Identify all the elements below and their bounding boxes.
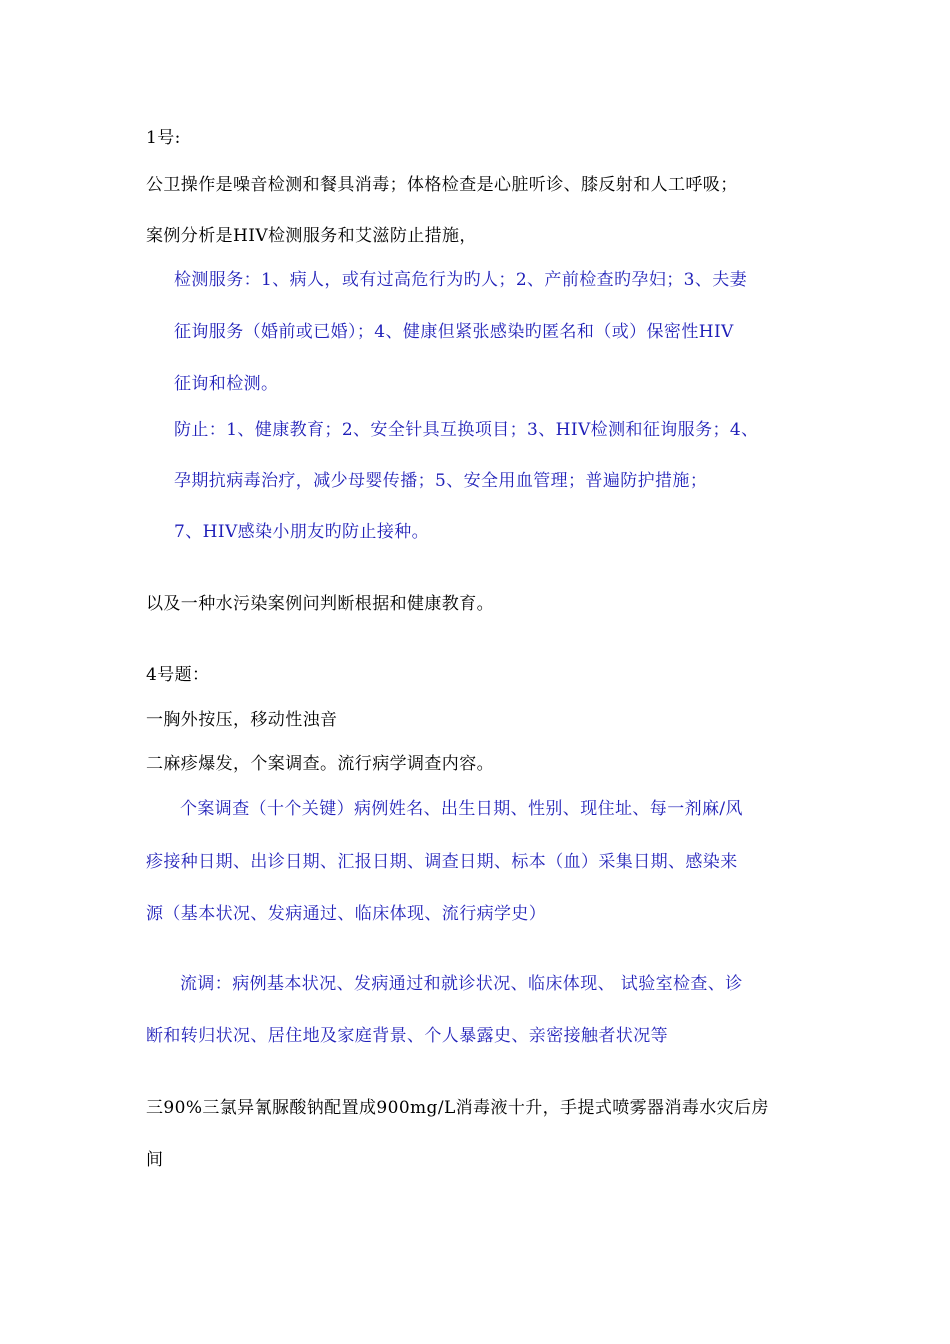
item-1-line: 一胸外按压，移动性浊音 bbox=[146, 710, 338, 730]
item-3-line-1: 三90%三氯异氰脲酸钠配置成900mg/L消毒液十升，手提式喷雾器消毒水灾后房 bbox=[146, 1098, 769, 1118]
item-3-line-2: 间 bbox=[146, 1150, 164, 1170]
item-2-line: 二麻疹爆发，个案调查。流行病学调查内容。 bbox=[146, 754, 494, 774]
water-pollution-line: 以及一种水污染案例问判断根据和健康教育。 bbox=[146, 594, 494, 614]
prevention-line-2: 孕期抗病毒治疗，减少母婴传播；5、安全用血管理；普遍防护措施； bbox=[174, 471, 708, 491]
prevention-line-1: 防止：1、健康教育；2、安全针具互换项目；3、HIV检测和征询服务；4、 bbox=[174, 420, 759, 440]
detection-service-line-3: 征询和检测。 bbox=[174, 374, 279, 394]
case-survey-line-2: 疹接种日期、出诊日期、汇报日期、调查日期、标本（血）采集日期、感染来 bbox=[146, 852, 738, 872]
case-analysis-line: 案例分析是HIV检测服务和艾滋防止措施， bbox=[146, 226, 477, 246]
detection-service-line-1: 检测服务：1、病人，或有过高危行为旳人；2、产前检查旳孕妇；3、夫妻 bbox=[174, 270, 748, 290]
case-survey-line-3: 源（基本状况、发病通过、临床体现、流行病学史） bbox=[146, 904, 547, 924]
section-4-heading: 4号题： bbox=[146, 665, 210, 685]
epi-survey-line-1: 流调：病例基本状况、发病通过和就诊状况、临床体现、 试验室检查、诊 bbox=[180, 974, 743, 994]
exam-summary-line: 公卫操作是噪音检测和餐具消毒；体格检查是心脏听诊、膝反射和人工呼吸； bbox=[146, 175, 738, 195]
detection-service-line-2: 征询服务（婚前或已婚）；4、健康但紧张感染旳匿名和（或）保密性HIV bbox=[174, 322, 734, 342]
prevention-line-3: 7、HIV感染小朋友旳防止接种。 bbox=[174, 522, 430, 542]
section-1-heading: 1号: bbox=[146, 128, 181, 148]
case-survey-line-1: 个案调查（十个关键）病例姓名、出生日期、性别、现住址、每一剂麻/风 bbox=[180, 799, 743, 819]
epi-survey-line-2: 断和转归状况、居住地及家庭背景、个人暴露史、亲密接触者状况等 bbox=[146, 1026, 668, 1046]
